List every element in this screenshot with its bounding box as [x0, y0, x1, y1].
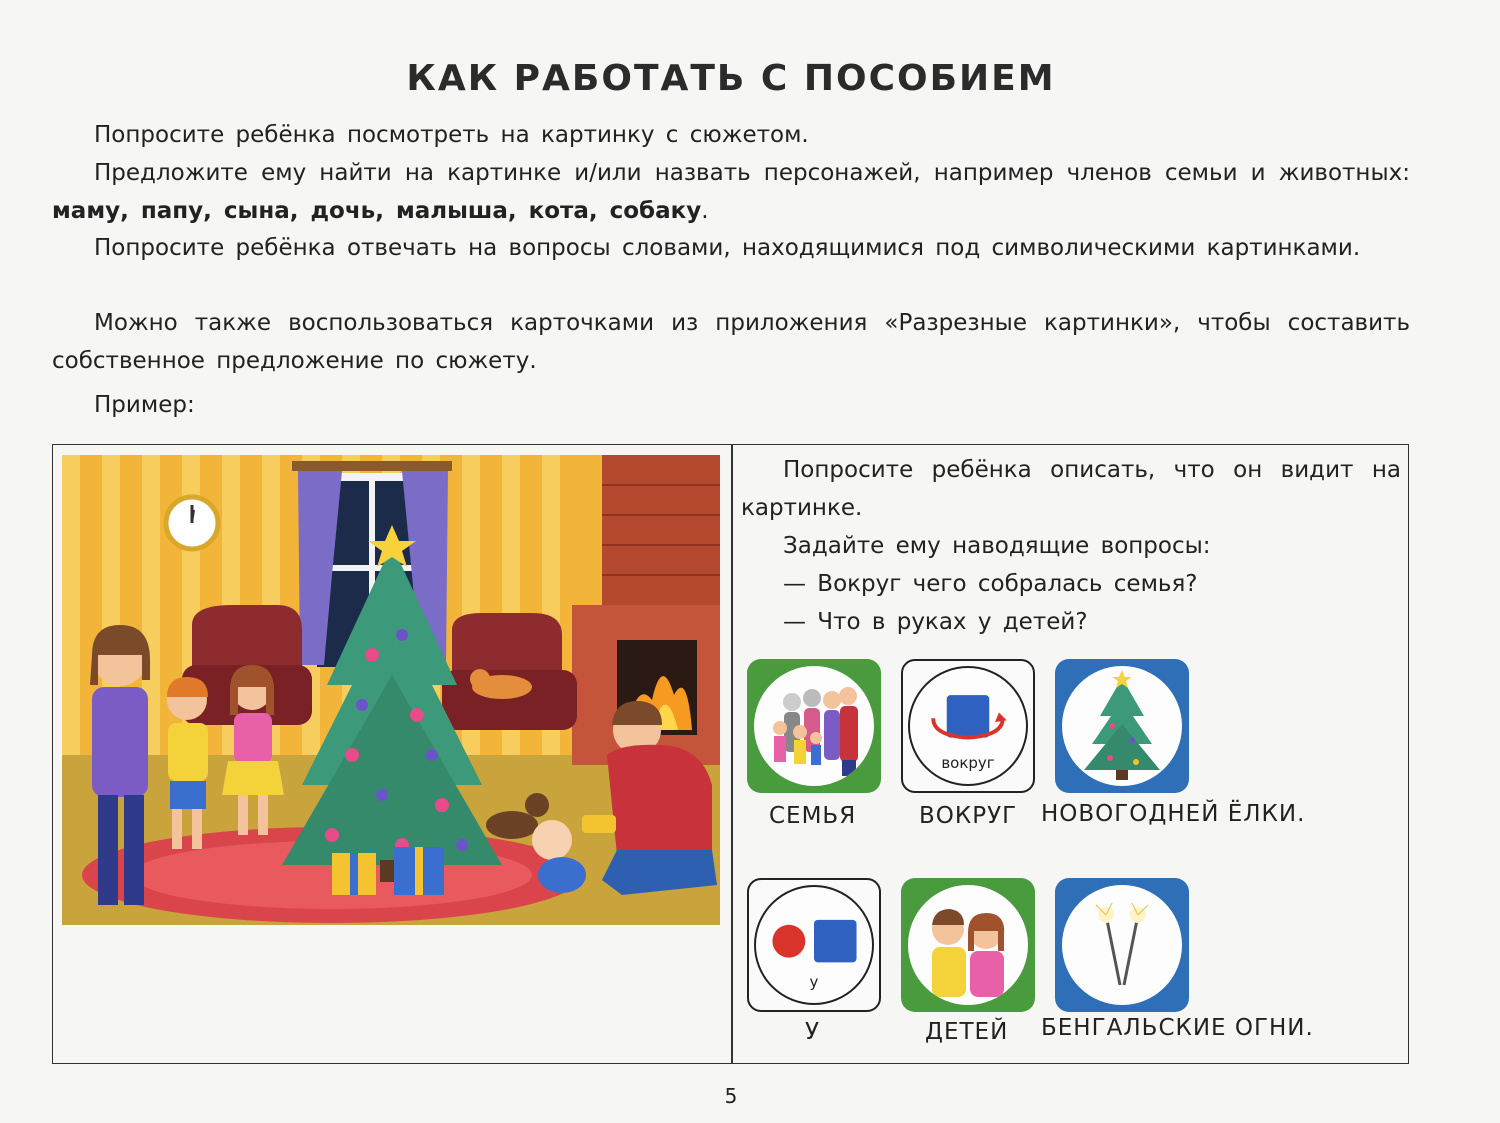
christmas-scene-illustration [62, 455, 720, 925]
sparklers-icon [1062, 885, 1182, 1005]
question-2: — Что в руках у детей? [783, 609, 1088, 635]
task-line-2: Задайте ему наводящие вопросы: [783, 533, 1211, 559]
intro-paragraph-1: Попросите ребёнка посмотреть на картинку с сюжетом. [94, 122, 809, 148]
caption-sparklers: БЕНГАЛЬСКИЕ ОГНИ. [1041, 1015, 1314, 1041]
caption-children: ДЕТЕЙ [925, 1019, 1009, 1045]
example-box [52, 444, 1409, 1064]
family-icon [754, 666, 874, 786]
task-line-1: Попросите ребёнка описать, что он видит на картинке. [741, 457, 1401, 521]
card-word-near: у [809, 973, 819, 991]
example-label: Пример: [94, 392, 195, 418]
divider [731, 445, 733, 1063]
card-word-around: вокруг [941, 754, 995, 772]
intro-paragraph-2: Предложите ему найти на картинке и/или назвать персонажей, например членов семьи и животных: маму, папу, сына, дочь, малыша, кота, собаку. [52, 160, 1410, 224]
card-tree [1055, 659, 1189, 793]
intro-paragraph-3: Попросите ребёнка отвечать на вопросы словами, находящимися под символическими картинками. [94, 235, 1361, 261]
children-icon [908, 885, 1028, 1005]
christmas-tree-icon [1062, 666, 1182, 786]
characters-list: маму, папу, сына, дочь, малыша, кота, собаку [52, 198, 702, 224]
card-sparklers [1055, 878, 1189, 1012]
intro-paragraph-4: Можно также воспользоваться карточками из приложения «Разрезные картинки», чтобы составить собственное предложение по сюжету. [52, 310, 1410, 374]
caption-tree: НОВОГОДНЕЙ ЁЛКИ. [1041, 801, 1306, 827]
question-1: — Вокруг чего собралась семья? [783, 571, 1198, 597]
card-family [747, 659, 881, 793]
card-children [901, 878, 1035, 1012]
task-text [741, 451, 1401, 641]
card-around [901, 659, 1035, 793]
card-near [747, 878, 881, 1012]
caption-family: СЕМЬЯ [769, 803, 857, 829]
page-title: КАК РАБОТАТЬ С ПОСОБИЕМ [406, 58, 1056, 99]
caption-around: ВОКРУГ [919, 803, 1018, 829]
caption-near: У [805, 1019, 821, 1045]
page-number: 5 [724, 1084, 738, 1108]
